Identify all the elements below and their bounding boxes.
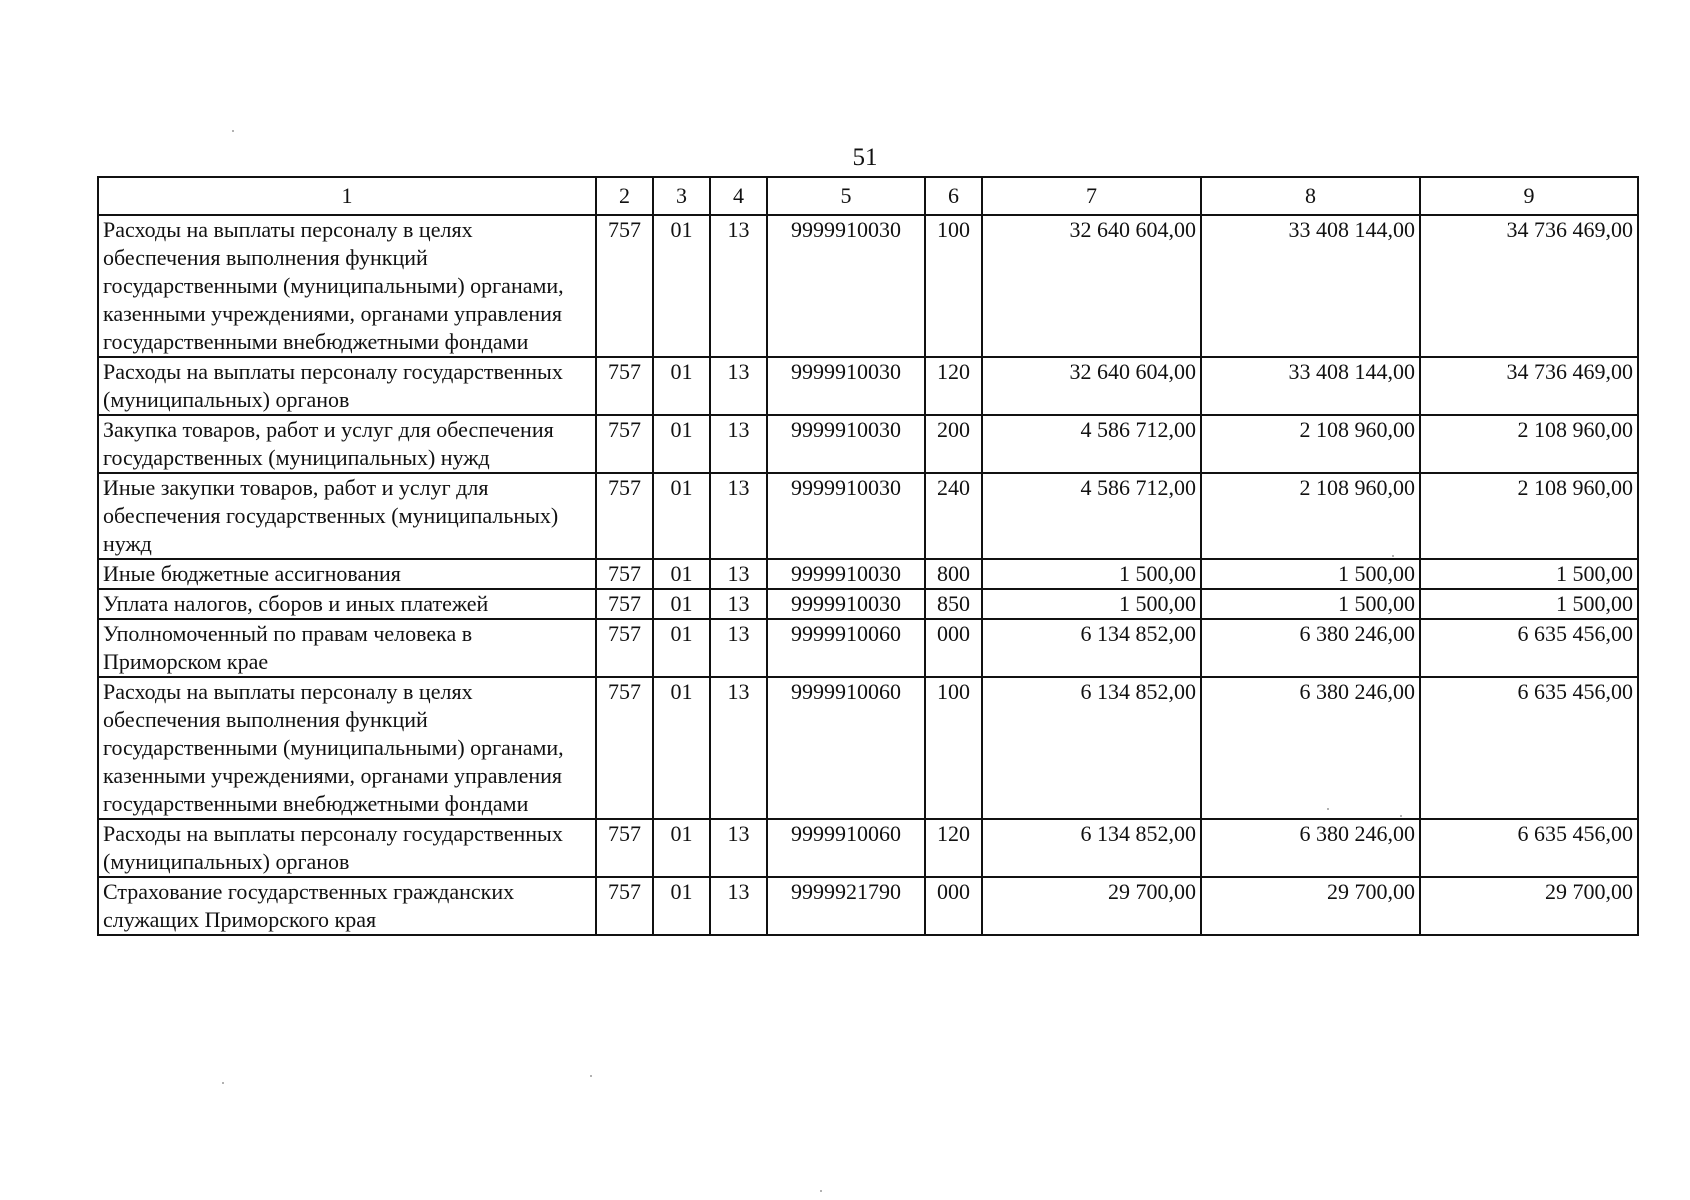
subsection-code: 13 (710, 589, 767, 619)
expense-type-code: 000 (925, 619, 982, 677)
table-row (98, 589, 1638, 619)
table-row (98, 415, 1638, 473)
scan-speck (820, 1190, 822, 1192)
target-article-code: 9999910030 (767, 589, 925, 619)
section-code: 01 (653, 473, 710, 559)
column-header: 9 (1420, 177, 1638, 215)
amount-col9: 34 736 469,00 (1420, 357, 1638, 415)
header-row (98, 177, 1638, 215)
target-article-code: 9999910060 (767, 819, 925, 877)
amount-col9: 2 108 960,00 (1420, 473, 1638, 559)
grbs-code: 757 (596, 357, 653, 415)
budget-table (97, 176, 1639, 936)
section-code: 01 (653, 559, 710, 589)
table-row (98, 357, 1638, 415)
table-row (98, 559, 1638, 589)
column-header: 6 (925, 177, 982, 215)
scan-speck (222, 1082, 224, 1084)
target-article-code: 9999910030 (767, 473, 925, 559)
expense-name: Иные бюджетные ассигнования (98, 559, 596, 589)
scan-speck (590, 1075, 592, 1077)
amount-col8: 33 408 144,00 (1201, 357, 1420, 415)
expense-type-code: 100 (925, 677, 982, 819)
expense-type-code: 120 (925, 819, 982, 877)
amount-col7: 6 134 852,00 (982, 819, 1201, 877)
amount-col8: 1 500,00 (1201, 589, 1420, 619)
subsection-code: 13 (710, 559, 767, 589)
subsection-code: 13 (710, 415, 767, 473)
amount-col7: 29 700,00 (982, 877, 1201, 935)
expense-name: Закупка товаров, работ и услуг для обеспечения государственных (муниципальных) нужд (98, 415, 596, 473)
table-row (98, 215, 1638, 357)
table-row (98, 473, 1638, 559)
target-article-code: 9999921790 (767, 877, 925, 935)
section-code: 01 (653, 357, 710, 415)
grbs-code: 757 (596, 215, 653, 357)
table-row (98, 677, 1638, 819)
amount-col8: 6 380 246,00 (1201, 677, 1420, 819)
scan-speck (232, 130, 234, 132)
table-row (98, 819, 1638, 877)
amount-col8: 29 700,00 (1201, 877, 1420, 935)
amount-col8: 1 500,00 (1201, 559, 1420, 589)
amount-col9: 34 736 469,00 (1420, 215, 1638, 357)
amount-col7: 6 134 852,00 (982, 619, 1201, 677)
scan-speck (1392, 555, 1394, 557)
amount-col9: 6 635 456,00 (1420, 619, 1638, 677)
column-header: 5 (767, 177, 925, 215)
subsection-code: 13 (710, 619, 767, 677)
expense-name: Иные закупки товаров, работ и услуг для обеспечения государственных (муниципальных) нужд (98, 473, 596, 559)
expense-name: Уплата налогов, сборов и иных платежей (98, 589, 596, 619)
grbs-code: 757 (596, 619, 653, 677)
subsection-code: 13 (710, 677, 767, 819)
column-header: 4 (710, 177, 767, 215)
grbs-code: 757 (596, 819, 653, 877)
target-article-code: 9999910060 (767, 619, 925, 677)
amount-col9: 2 108 960,00 (1420, 415, 1638, 473)
subsection-code: 13 (710, 473, 767, 559)
amount-col7: 4 586 712,00 (982, 415, 1201, 473)
section-code: 01 (653, 877, 710, 935)
expense-name: Расходы на выплаты персоналу в целях обеспечения выполнения функций государственными (муниципальными) органами, казенными учреждениями, органами управления государственными внебюджетными фондами (98, 677, 596, 819)
subsection-code: 13 (710, 357, 767, 415)
grbs-code: 757 (596, 877, 653, 935)
amount-col7: 32 640 604,00 (982, 357, 1201, 415)
subsection-code: 13 (710, 819, 767, 877)
amount-col7: 4 586 712,00 (982, 473, 1201, 559)
subsection-code: 13 (710, 877, 767, 935)
amount-col7: 6 134 852,00 (982, 677, 1201, 819)
subsection-code: 13 (710, 215, 767, 357)
amount-col8: 6 380 246,00 (1201, 619, 1420, 677)
column-header: 2 (596, 177, 653, 215)
table-row (98, 877, 1638, 935)
scan-speck (1327, 808, 1329, 810)
grbs-code: 757 (596, 589, 653, 619)
grbs-code: 757 (596, 677, 653, 819)
expense-type-code: 000 (925, 877, 982, 935)
amount-col7: 1 500,00 (982, 589, 1201, 619)
amount-col9: 1 500,00 (1420, 589, 1638, 619)
column-header: 1 (98, 177, 596, 215)
column-header: 7 (982, 177, 1201, 215)
grbs-code: 757 (596, 559, 653, 589)
expense-type-code: 120 (925, 357, 982, 415)
amount-col8: 6 380 246,00 (1201, 819, 1420, 877)
section-code: 01 (653, 619, 710, 677)
expense-name: Расходы на выплаты персоналу государственных (муниципальных) органов (98, 819, 596, 877)
section-code: 01 (653, 819, 710, 877)
amount-col9: 1 500,00 (1420, 559, 1638, 589)
column-header: 8 (1201, 177, 1420, 215)
target-article-code: 9999910030 (767, 559, 925, 589)
amount-col7: 32 640 604,00 (982, 215, 1201, 357)
grbs-code: 757 (596, 415, 653, 473)
expense-type-code: 200 (925, 415, 982, 473)
expense-name: Расходы на выплаты персоналу в целях обеспечения выполнения функций государственными (муниципальными) органами, казенными учреждениями, органами управления государственными внебюджетными фондами (98, 215, 596, 357)
amount-col9: 6 635 456,00 (1420, 677, 1638, 819)
amount-col9: 29 700,00 (1420, 877, 1638, 935)
expense-type-code: 850 (925, 589, 982, 619)
target-article-code: 9999910060 (767, 677, 925, 819)
amount-col8: 2 108 960,00 (1201, 415, 1420, 473)
expense-type-code: 240 (925, 473, 982, 559)
expense-name: Расходы на выплаты персоналу государственных (муниципальных) органов (98, 357, 596, 415)
section-code: 01 (653, 415, 710, 473)
expense-name: Страхование государственных гражданских служащих Приморского края (98, 877, 596, 935)
expense-type-code: 800 (925, 559, 982, 589)
target-article-code: 9999910030 (767, 415, 925, 473)
amount-col9: 6 635 456,00 (1420, 819, 1638, 877)
section-code: 01 (653, 589, 710, 619)
section-code: 01 (653, 677, 710, 819)
target-article-code: 9999910030 (767, 215, 925, 357)
column-header: 3 (653, 177, 710, 215)
expense-type-code: 100 (925, 215, 982, 357)
page-number: 51 (852, 144, 878, 171)
target-article-code: 9999910030 (767, 357, 925, 415)
amount-col8: 33 408 144,00 (1201, 215, 1420, 357)
amount-col8: 2 108 960,00 (1201, 473, 1420, 559)
grbs-code: 757 (596, 473, 653, 559)
section-code: 01 (653, 215, 710, 357)
scan-speck (1400, 815, 1402, 817)
expense-name: Уполномоченный по правам человека в Приморском крае (98, 619, 596, 677)
table-row (98, 619, 1638, 677)
amount-col7: 1 500,00 (982, 559, 1201, 589)
